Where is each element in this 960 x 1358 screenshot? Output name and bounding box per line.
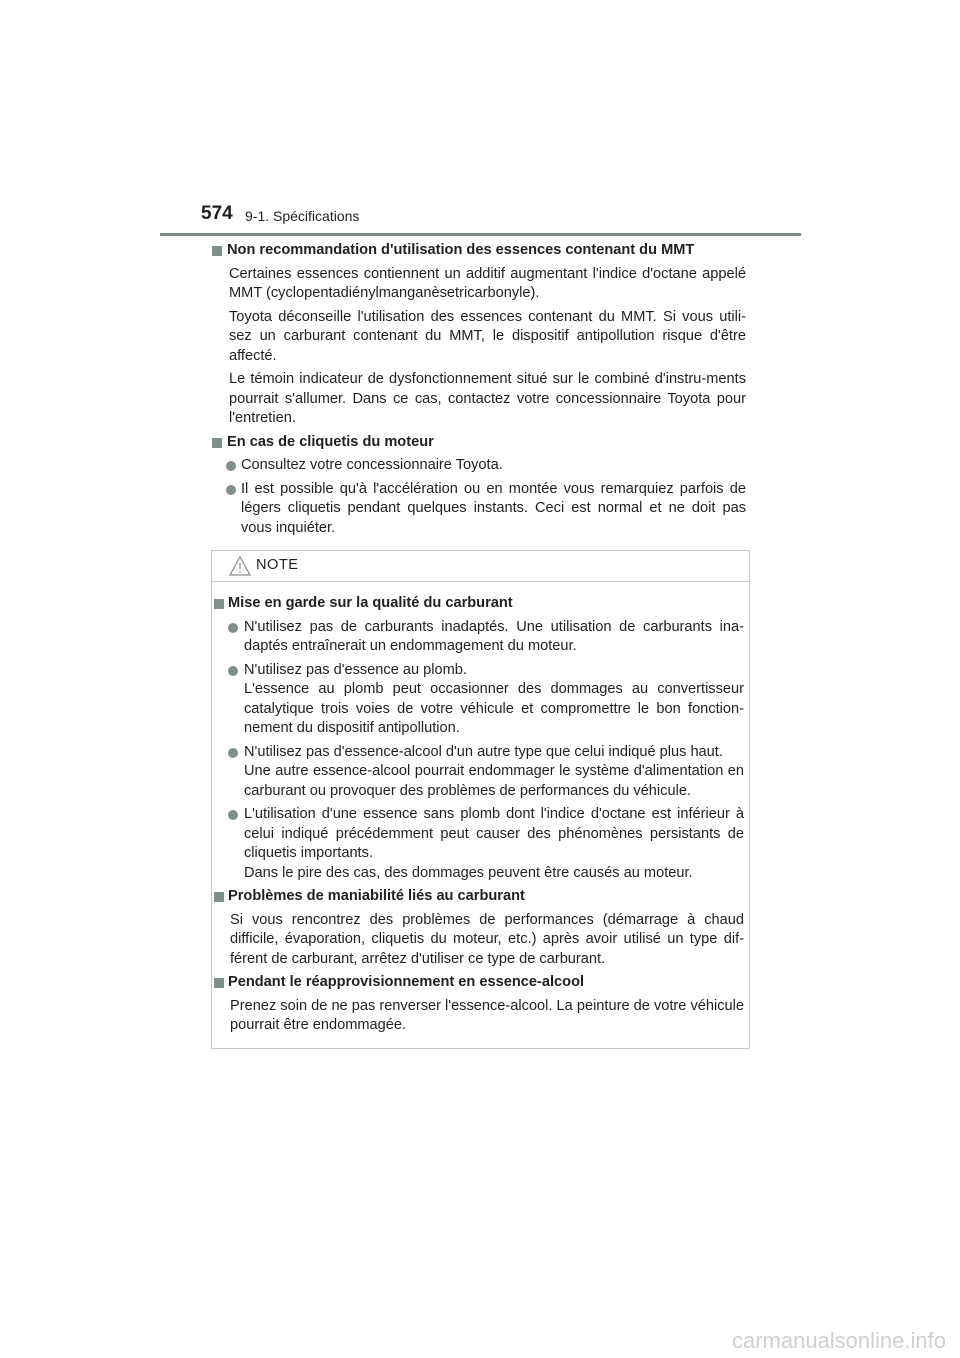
- quality-heading-text: Mise en garde sur la qualité du carburant: [228, 595, 513, 611]
- round-bullet-icon: [228, 748, 238, 758]
- main-content: [212, 241, 746, 542]
- refuel-paragraph: Prenez soin de ne pas renverser l'essence-alcool. La peinture de votre véhicule pourrait être endommagée.: [230, 997, 744, 1033]
- quality-bullet-3-line-1: N'utilisez pas d'essence-alcool d'un autre type que celui indiqué plus haut.: [244, 743, 723, 760]
- knock-heading: [212, 433, 746, 453]
- knock-bullet-1: [212, 456, 746, 476]
- mmt-paragraph-3: Le témoin indicateur de dysfonctionnement situé sur le combiné d'instru-ments pourrait s'allumer. Dans ce cas, contactez votre concessionnaire Toyota pour l'entretien.: [229, 371, 746, 426]
- quality-bullet-4-line-1: L'utilisation d'une essence sans plomb dont l'indice d'octane est inférieur à celui indiqué précédemment peut causer des phénomènes persistants de cliquetis importants.: [244, 806, 744, 861]
- watermark: carmanualsonline.info: [731, 1328, 946, 1353]
- quality-bullet-2-line-1: N'utilisez pas d'essence au plomb.: [244, 661, 467, 678]
- knock-bullet-2: [212, 480, 746, 539]
- warning-triangle-icon: [229, 556, 251, 576]
- quality-bullet-4: [214, 805, 744, 883]
- quality-bullet-3-line-2: Une autre essence-alcool pourrait endommager le système d'alimentation en carburant ou provoquer des problèmes de performances du véhicule.: [244, 763, 744, 799]
- mmt-paragraph-1: Certaines essences contiennent un additif augmentant l'indice d'octane appelé MMT (cyclopentadiénylmanganèsetricarbonyle).: [229, 265, 746, 301]
- mmt-heading: [212, 241, 746, 261]
- quality-bullet-1-text: N'utilisez pas de carburants inadaptés. Une utilisation de carburants ina-daptés entraînerait un endommagement du moteur.: [244, 618, 744, 654]
- section-title: 9-1. Spécifications: [245, 208, 360, 224]
- square-bullet-icon: [212, 246, 222, 256]
- drivability-heading-text: Problèmes de maniabilité liés au carburant: [228, 888, 525, 904]
- round-bullet-icon: [226, 485, 236, 495]
- knock-bullet-1-text: Consultez votre concessionnaire Toyota.: [241, 457, 503, 473]
- mmt-heading-text: Non recommandation d'utilisation des essences contenant du MMT: [227, 242, 695, 258]
- quality-heading: [214, 594, 744, 614]
- round-bullet-icon: [228, 666, 238, 676]
- page-number: 574: [201, 203, 233, 224]
- square-bullet-icon: [214, 978, 224, 988]
- quality-bullet-1: [214, 618, 744, 657]
- knock-bullet-2-text: Il est possible qu'à l'accélération ou en montée vous remarquiez parfois de légers cliquetis pendant quelques instants. Ceci est normal et ne doit pas vous inquiéter.: [241, 480, 746, 536]
- round-bullet-icon: [226, 461, 236, 471]
- drivability-paragraph: Si vous rencontrez des problèmes de performances (démarrage à chaud difficile, évaporation, cliquetis du moteur, etc.) après avoir utilisé un type dif-férent de carburant, arrêtez d'utiliser ce type de carburant.: [230, 911, 744, 967]
- mmt-paragraph-2: Toyota déconseille l'utilisation des essences contenant du MMT. Si vous utili-sez un carburant contenant du MMT, le dispositif antipollution risque d'être affecté.: [229, 308, 746, 364]
- round-bullet-icon: [228, 623, 238, 633]
- page-header: [0, 0, 960, 240]
- round-bullet-icon: [228, 810, 238, 820]
- quality-bullet-3: [214, 743, 744, 802]
- refuel-heading-text: Pendant le réapprovisionnement en essence-alcool: [228, 974, 585, 990]
- quality-bullet-4-line-2: Dans le pire des cas, des dommages peuvent être causés au moteur.: [244, 864, 693, 881]
- square-bullet-icon: [214, 892, 224, 902]
- note-header: [212, 551, 749, 582]
- knock-heading-text: En cas de cliquetis du moteur: [227, 433, 434, 450]
- refuel-heading: [214, 973, 744, 993]
- square-bullet-icon: [212, 438, 222, 448]
- square-bullet-icon: [214, 599, 224, 609]
- note-body: [214, 594, 744, 1040]
- note-box: [211, 550, 750, 1049]
- quality-bullet-2: [214, 661, 744, 739]
- quality-bullet-2-line-2: L'essence au plomb peut occasionner des dommages au convertisseur catalytique trois voies de votre véhicule et compromettre le bon fonction-nement du dispositif antipollution.: [244, 681, 744, 736]
- header-rule: [160, 233, 801, 236]
- note-title: NOTE: [256, 557, 299, 573]
- drivability-heading: [214, 887, 744, 907]
